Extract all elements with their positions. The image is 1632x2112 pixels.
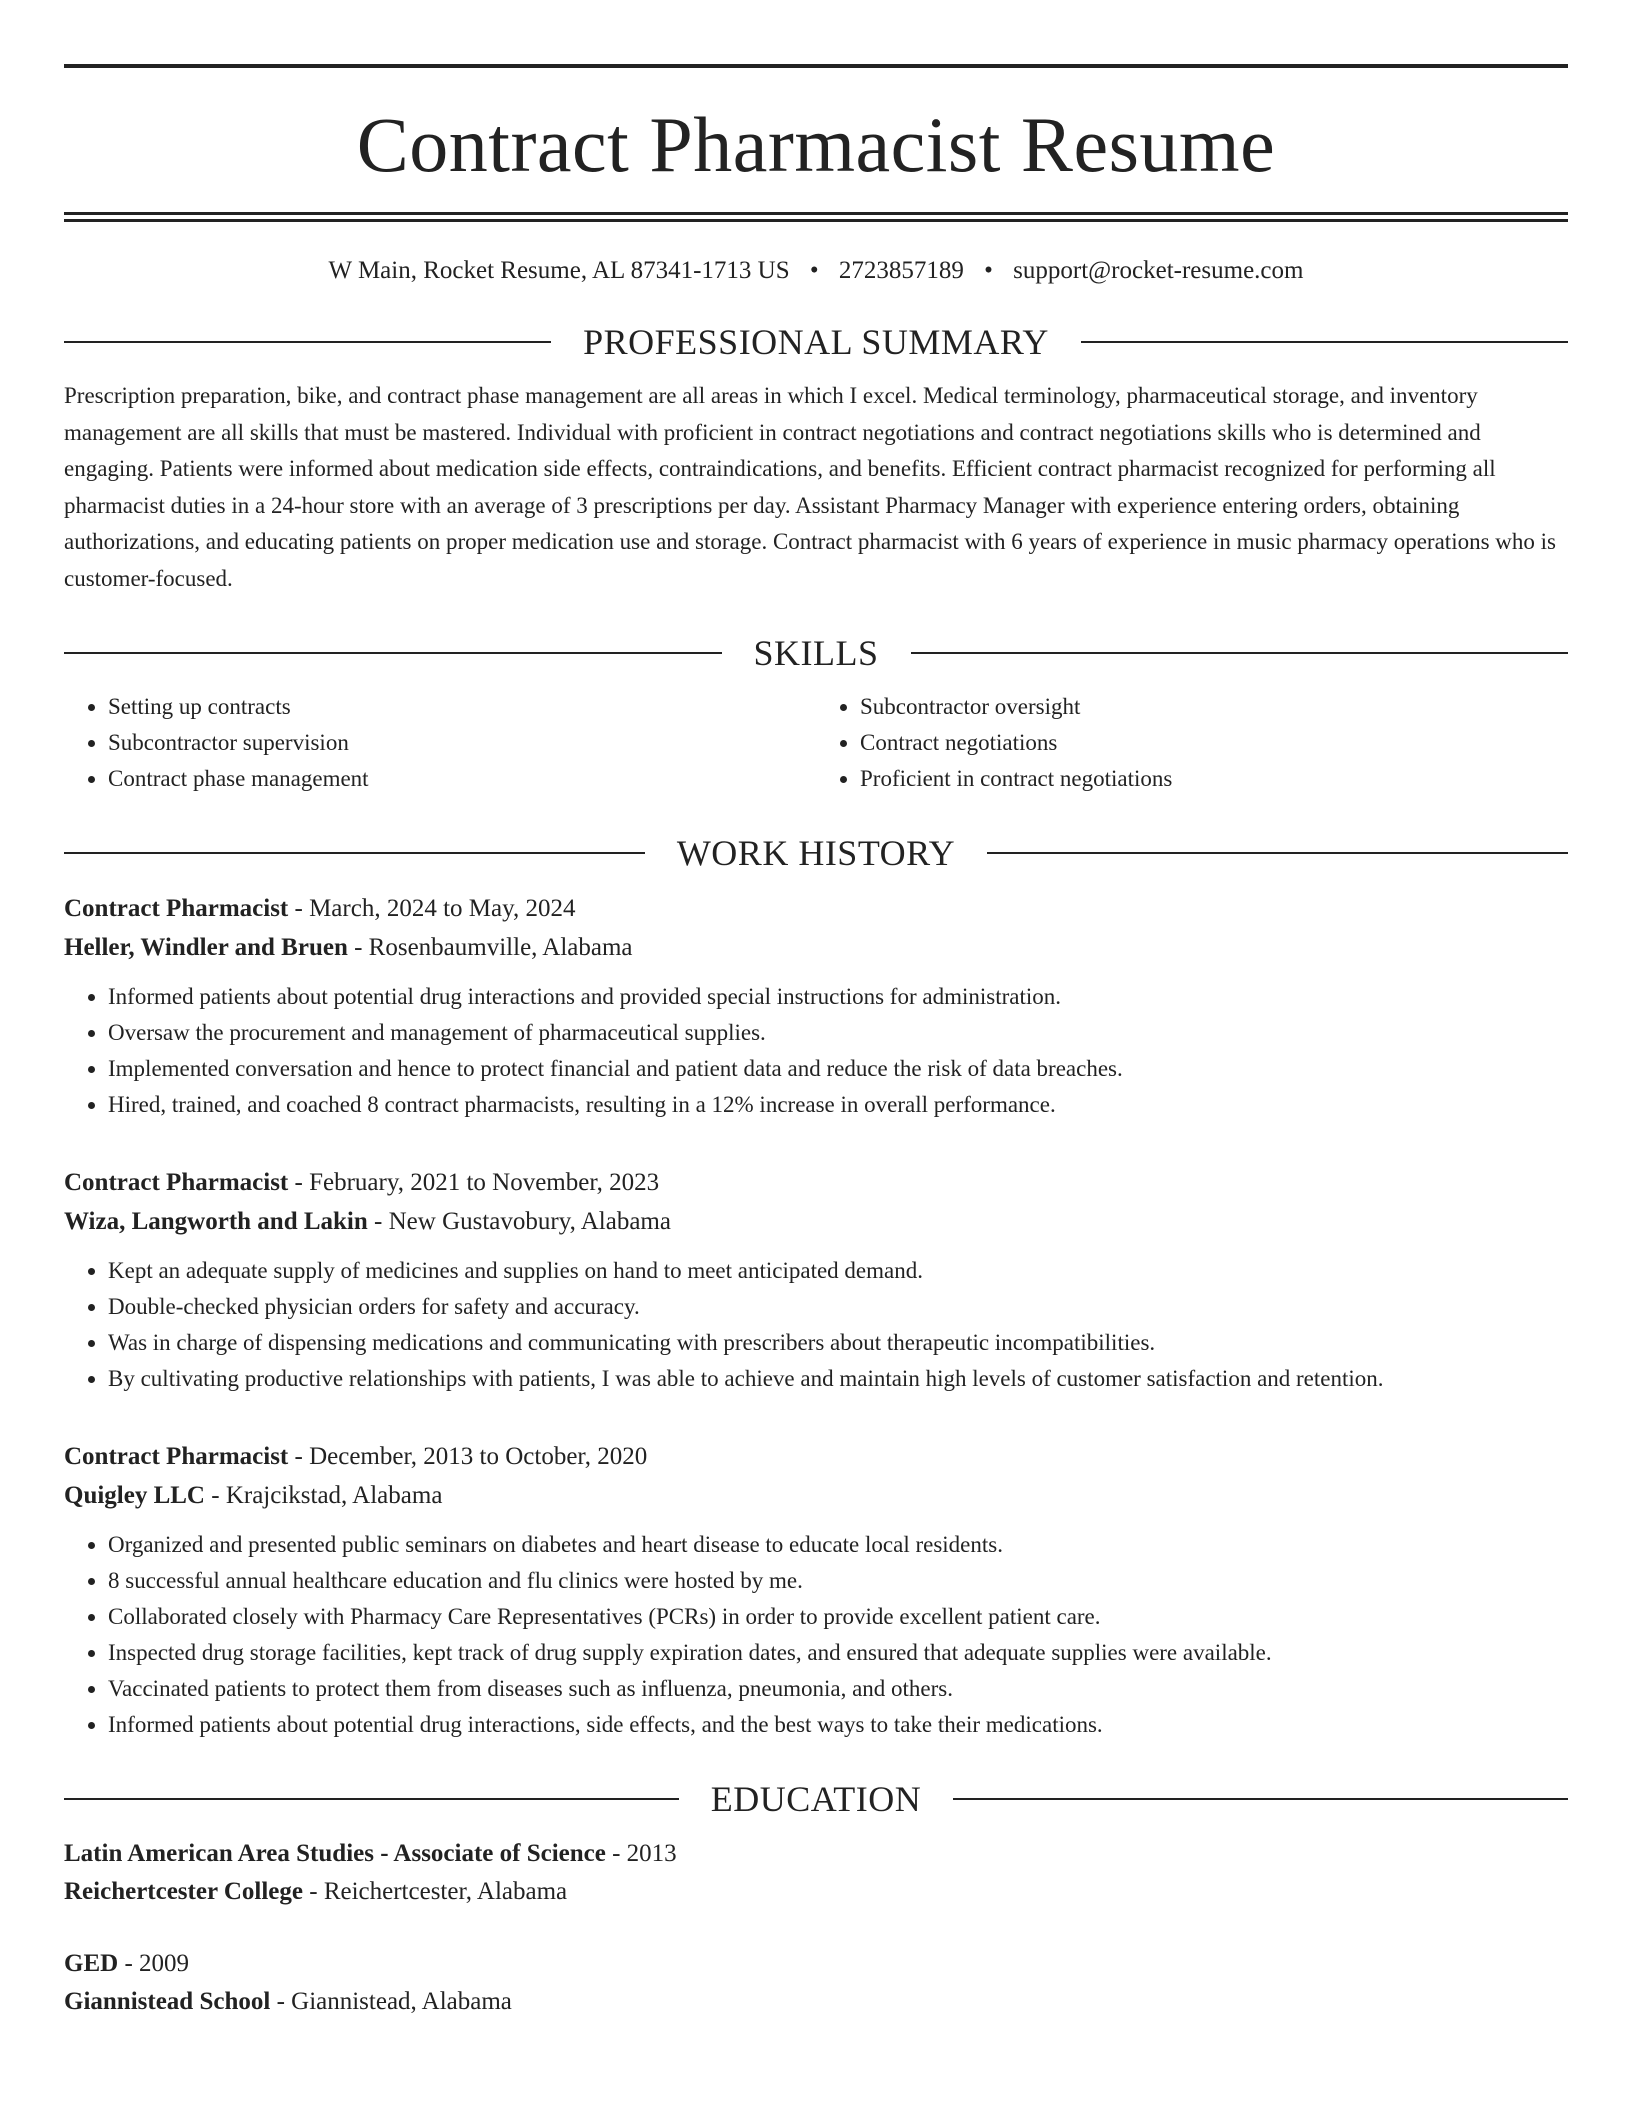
skill-item: • Contract negotiations — [860, 725, 1568, 761]
section-rule — [64, 341, 551, 343]
skills-column-left — [64, 689, 816, 797]
section-rule — [1081, 341, 1568, 343]
job-dates: - March, 2024 to May, 2024 — [288, 895, 576, 922]
education-school-line — [64, 1873, 1568, 1911]
education-school-line — [64, 1983, 1568, 2021]
job-title: Contract Pharmacist — [64, 1443, 289, 1470]
job-bullet: • Kept an adequate supply of medicines and supplies on hand to meet anticipated demand. — [108, 1253, 1568, 1289]
job-company: Heller, Windler and Bruen — [64, 934, 348, 961]
job-bullet: • 8 successful annual healthcare education and flu clinics were hosted by me. — [108, 1563, 1568, 1599]
education-degree-line — [64, 1945, 1568, 1983]
job-dates: - February, 2021 to November, 2023 — [288, 1169, 660, 1196]
page-title: Contract Pharmacist Resume — [356, 101, 1276, 188]
job-bullet: • Informed patients about potential drug interactions, side effects, and the best ways to take their medications. — [108, 1707, 1568, 1743]
job-bullet: • Inspected drug storage facilities, kept track of drug supply expiration dates, and ensured that adequate supplies were available. — [108, 1635, 1568, 1671]
job-bullets — [64, 1527, 1568, 1743]
education-school: Reichertcester College — [64, 1878, 303, 1905]
job-entry — [64, 1163, 1568, 1397]
job-bullet: • Vaccinated patients to protect them from diseases such as influenza, pneumonia, and others. — [108, 1671, 1568, 1707]
job-company-line — [64, 1202, 1568, 1241]
section-title-summary: PROFESSIONAL SUMMARY — [583, 322, 1049, 362]
summary-text: Prescription preparation, bike, and contract phase management are all areas in which I excel. Medical terminology, pharmaceutical storage, and inventory management are all skills that must be mastered. Individual with proficient in contract negotiations and contract negotiations skills who is determined and engaging. Patients were informed about medication side effects, contraindications, and benefits. Efficient contract pharmacist recognized for performing all pharmacist duties in a 24-hour store with an average of 3 prescriptions per day. Assistant Pharmacy Manager with experience entering orders, obtaining authorizations, and educating patients on proper medication use and storage. Contract pharmacist with 6 years of experience in music pharmacy operations who is customer-focused. — [64, 383, 1556, 591]
job-company: Wiza, Langworth and Lakin — [64, 1208, 368, 1235]
section-header-work — [64, 835, 1568, 871]
job-dates: - December, 2013 to October, 2020 — [288, 1443, 648, 1470]
job-bullets — [64, 979, 1568, 1123]
education-degree: GED — [64, 1950, 119, 1977]
section-rule — [64, 852, 645, 854]
education-degree-line — [64, 1835, 1568, 1873]
job-title: Contract Pharmacist — [64, 1169, 289, 1196]
section-rule — [64, 652, 722, 654]
section-rule — [64, 1798, 679, 1800]
section-title-work: WORK HISTORY — [676, 833, 956, 873]
education-year: - 2013 — [605, 1840, 677, 1867]
job-entry — [64, 889, 1568, 1123]
title-double-rule — [64, 212, 1568, 222]
education-degree: Latin American Area Studies - Associate of Science — [64, 1840, 606, 1867]
section-rule — [953, 1798, 1568, 1800]
job-entry — [64, 1437, 1568, 1743]
job-bullet: • Double-checked physician orders for safety and accuracy. — [108, 1289, 1568, 1325]
education-entry — [64, 1835, 1568, 1911]
job-bullet: • Was in charge of dispensing medications and communicating with prescribers about therapeutic incompatibilities. — [108, 1325, 1568, 1361]
job-company-line — [64, 1476, 1568, 1515]
job-company: Quigley LLC — [64, 1482, 205, 1509]
contact-email[interactable]: support@rocket-resume.com — [1013, 257, 1304, 284]
contact-separator: • — [809, 257, 819, 284]
contact-phone: 2723857189 — [838, 257, 964, 284]
job-location: - Krajcikstad, Alabama — [205, 1482, 443, 1509]
section-title-education: EDUCATION — [710, 1779, 922, 1819]
education-location: - Reichertcester, Alabama — [303, 1878, 568, 1905]
top-rule — [64, 64, 1568, 68]
section-title-skills: SKILLS — [753, 633, 879, 673]
job-bullet: • Collaborated closely with Pharmacy Care Representatives (PCRs) in order to provide excellent patient care. — [108, 1599, 1568, 1635]
skills-column-right — [816, 689, 1568, 797]
job-company-line — [64, 928, 1568, 967]
job-location: - Rosenbaumville, Alabama — [347, 934, 633, 961]
skill-item: • Subcontractor oversight — [860, 689, 1568, 725]
job-bullet: • Informed patients about potential drug interactions and provided special instructions for administration. — [108, 979, 1568, 1015]
skill-item: • Proficient in contract negotiations — [860, 761, 1568, 797]
section-rule — [987, 852, 1568, 854]
skill-item: • Setting up contracts — [108, 689, 816, 725]
job-bullet: • Organized and presented public seminars on diabetes and heart disease to educate local residents. — [108, 1527, 1568, 1563]
contact-line — [64, 256, 1568, 286]
job-title: Contract Pharmacist — [64, 895, 289, 922]
contact-separator: • — [984, 257, 993, 284]
education-location: - Giannistead, Alabama — [270, 1988, 512, 2015]
job-title-line — [64, 889, 1568, 928]
job-title-line — [64, 1163, 1568, 1202]
job-bullet: • Implemented conversation and hence to protect financial and patient data and reduce the risk of data breaches. — [108, 1051, 1568, 1087]
education-year: - 2009 — [118, 1950, 190, 1977]
education-entry — [64, 1945, 1568, 2021]
section-header-skills — [64, 635, 1568, 671]
job-bullets — [64, 1253, 1568, 1397]
job-bullet: • Hired, trained, and coached 8 contract pharmacists, resulting in a 12% increase in overall performance. — [108, 1087, 1568, 1123]
section-rule — [911, 652, 1569, 654]
job-title-line — [64, 1437, 1568, 1476]
skill-item: • Subcontractor supervision — [108, 725, 816, 761]
skills-list — [64, 689, 1568, 797]
section-header-education — [64, 1781, 1568, 1817]
education-school: Giannistead School — [64, 1988, 271, 2015]
job-bullet: • Oversaw the procurement and management of pharmaceutical supplies. — [108, 1015, 1568, 1051]
contact-address: W Main, Rocket Resume, AL 87341-1713 US — [328, 257, 790, 284]
section-header-summary — [64, 324, 1568, 360]
resume-content — [64, 64, 1568, 2055]
skill-item: • Contract phase management — [108, 761, 816, 797]
job-location: - New Gustavobury, Alabama — [367, 1208, 671, 1235]
job-bullet: • By cultivating productive relationships with patients, I was able to achieve and maintain high levels of customer satisfaction and retention. — [108, 1361, 1568, 1397]
